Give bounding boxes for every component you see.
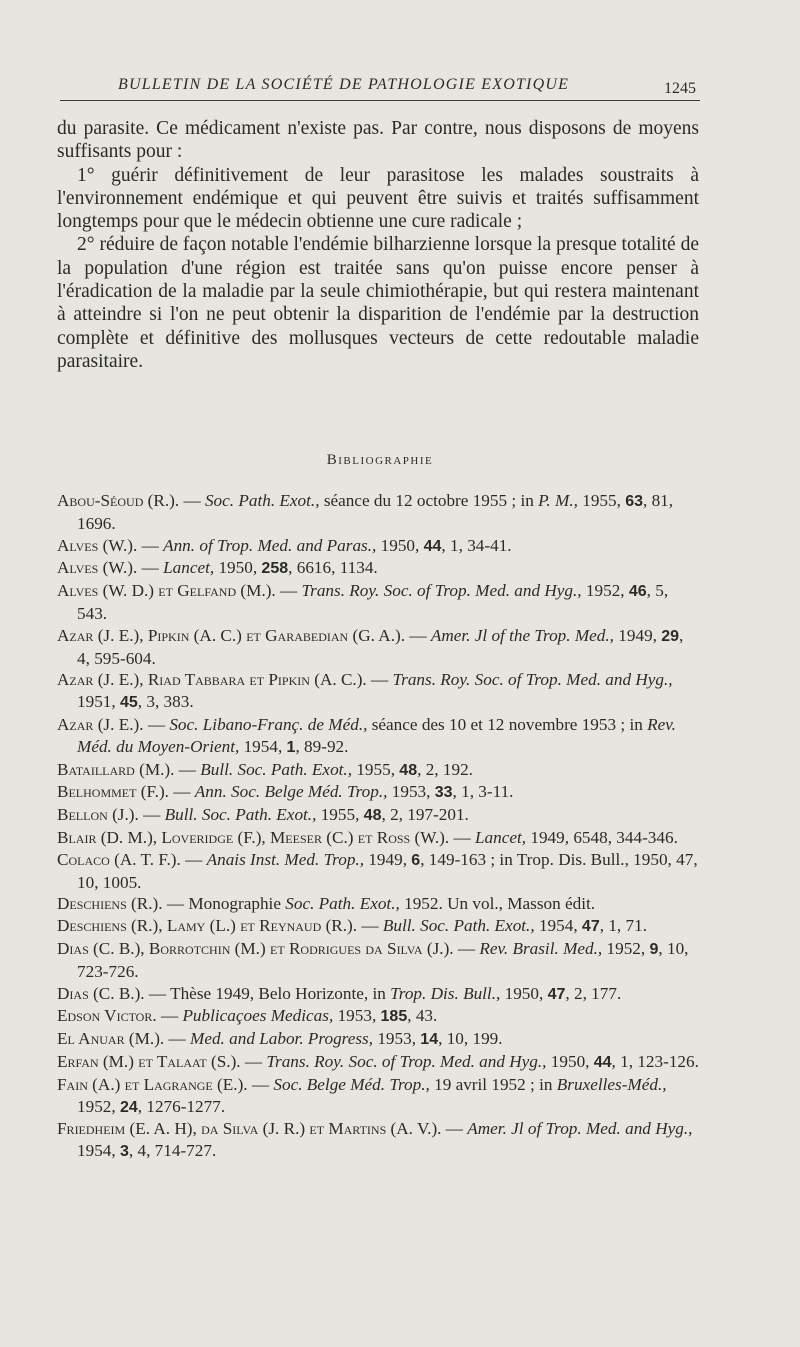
- paragraph-2: 1° guérir définitivement de leur parasitose les malades soustraits à l'environnement endémique et qui peuvent être suivis et traités suffisamment longtemps pour que le médecin obtienne une cure radicale ;: [57, 164, 699, 233]
- reference-authors: Deschiens (R.), Lamy (L.) et Reynaud (R.).: [57, 916, 358, 936]
- reference-pages: , 89-92.: [295, 736, 349, 756]
- reference-pages: , 4, 714-727.: [128, 1141, 217, 1161]
- reference-pages: , 6616, 1134.: [288, 558, 378, 578]
- reference-volume: 47: [547, 985, 566, 1003]
- reference-entry: [57, 714, 699, 759]
- reference-entry: [57, 804, 699, 827]
- reference-volume: 63: [625, 493, 643, 510]
- reference-volume: 258: [261, 560, 289, 578]
- reference-authors: Alves (W.).: [57, 558, 138, 578]
- reference-source: Bruxelles-Méd.,: [556, 1074, 667, 1094]
- reference-pages: , 43.: [407, 1006, 438, 1026]
- paragraph-1: du parasite. Ce médicament n'existe pas. Par contre, nous disposons de moyens suffisants pour :: [57, 118, 699, 163]
- reference-pages: , 2, 177.: [565, 983, 622, 1003]
- reference-journal: Anais Inst. Med. Trop.,: [206, 849, 365, 869]
- reference-authors: Colaco (A. T. F.).: [57, 849, 181, 869]
- reference-pages: , 4, 595-604.: [77, 625, 684, 668]
- reference-journal: Soc. Belge Méd. Trop.,: [273, 1074, 430, 1094]
- reference-authors: Friedheim (E. A. H), da Silva (J. R.) et Martins (A. V.).: [57, 1119, 442, 1139]
- reference-entry: [57, 915, 699, 938]
- reference-details: 1954,: [534, 916, 582, 936]
- reference-details: 1953,: [373, 1029, 421, 1049]
- bibliography-title: Bibliographie: [326, 452, 434, 468]
- reference-details: 19 avril 1952 ; in: [429, 1074, 557, 1094]
- reference-journal: Amer. Jl of the Trop. Med.,: [430, 625, 614, 645]
- reference-details: 1955,: [352, 759, 400, 779]
- reference-details: Monographie: [188, 894, 286, 914]
- reference-journal: Trans. Roy. Soc. of Trop. Med. and Hyg.,: [301, 581, 582, 601]
- reference-volume: 48: [363, 807, 382, 825]
- reference-details: séance du 12 octobre 1955 ; in: [319, 491, 539, 510]
- reference-pages: , 1, 123-126.: [611, 1051, 699, 1071]
- header-rule: [60, 100, 700, 101]
- reference-details: Thèse 1949, Belo Horizonte, in: [170, 983, 391, 1003]
- reference-pages: , 1, 34-41.: [441, 535, 512, 555]
- body-text: [57, 117, 699, 373]
- reference-volume: 14: [420, 1031, 439, 1049]
- reference-details: 1952,: [581, 581, 629, 601]
- reference-entry: [57, 893, 699, 915]
- reference-authors: Azar (J. E.), Riad Tabbara et Pipkin (A. C.).: [57, 670, 367, 690]
- reference-authors: Azar (J. E.), Pipkin (A. C.) et Garabedian (G. A.).: [57, 625, 406, 645]
- reference-dash: —: [138, 805, 165, 825]
- reference-year: 1952,: [77, 1096, 120, 1116]
- reference-volume: 6: [411, 851, 421, 869]
- reference-details: séance des 10 et 12 novembre 1953 ; in: [367, 714, 648, 734]
- reference-dash: —: [441, 1119, 468, 1139]
- reference-entry: [57, 625, 699, 670]
- reference-dash: —: [453, 938, 480, 958]
- reference-authors: Abou-Séoud (R.).: [57, 491, 180, 510]
- reference-source: Rev. Méd. du Moyen-Orient,: [77, 714, 676, 756]
- reference-authors: Dias (C. B.), Borrotchin (M.) et Rodrigues da Silva (J.).: [57, 938, 454, 958]
- reference-entry: [57, 983, 699, 1006]
- reference-volume: 44: [593, 1053, 612, 1071]
- reference-volume: 185: [380, 1008, 408, 1026]
- reference-journal: Soc. Libano-Franç. de Méd.,: [169, 714, 368, 734]
- reference-details: 1949, 6548, 344-346.: [526, 827, 678, 847]
- reference-journal: Med. and Labor. Progress,: [190, 1029, 374, 1049]
- reference-journal: Trans. Roy. Soc. of Trop. Med. and Hyg.,: [392, 670, 673, 690]
- reference-volume: 46: [628, 583, 647, 601]
- reference-details: 1950,: [546, 1051, 594, 1071]
- reference-entry: [57, 1028, 699, 1051]
- reference-dash: —: [137, 535, 164, 555]
- reference-dash: —: [449, 827, 475, 847]
- reference-volume: 33: [434, 784, 453, 802]
- reference-authors: Belhommet (F.).: [57, 782, 169, 802]
- reference-journal: Rev. Brasil. Med.,: [479, 938, 603, 958]
- reference-authors: Alves (W.).: [57, 535, 138, 555]
- reference-details: 1949,: [613, 625, 662, 645]
- reference-dash: —: [366, 670, 393, 690]
- reference-entry: [57, 580, 699, 625]
- reference-dash: —: [168, 782, 195, 802]
- reference-journal: Soc. Path. Exot.,: [204, 491, 320, 510]
- paragraph-3: 2° réduire de façon notable l'endémie bilharzienne lorsque la presque totalité de la population d'une région est traitée sans qu'on puisse encore penser à l'éradication de la maladie par la seule chimiothérapie, but qui restera maintenant à atteindre si l'on ne peut obtenir la disparition de l'endémie par la destruction complète et définitive des mollusques vecteurs de cette redoutable maladie parasitaire.: [57, 234, 699, 372]
- reference-authors: Deschiens (R.).: [57, 894, 163, 914]
- reference-authors: El Anuar (M.).: [57, 1029, 165, 1049]
- reference-dash: —: [137, 558, 164, 578]
- reference-entry: [57, 827, 699, 849]
- reference-details: 1951,: [77, 692, 120, 712]
- reference-volume: 45: [119, 694, 138, 712]
- reference-entry: [57, 938, 699, 983]
- reference-pages: , 81, 1696.: [77, 491, 674, 533]
- reference-dash: —: [179, 491, 205, 510]
- reference-entry: [57, 557, 699, 580]
- reference-authors: Erfan (M.) et Talaat (S.).: [57, 1051, 241, 1071]
- reference-journal: Trans. Roy. Soc. of Trop. Med. and Hyg.,: [266, 1051, 547, 1071]
- reference-dash: —: [162, 894, 189, 914]
- reference-dash: —: [144, 983, 171, 1003]
- running-head: BULLETIN DE LA SOCIÉTÉ DE PATHOLOGIE EXOTIQUE: [118, 76, 570, 93]
- reference-source: Soc. Path. Exot.,: [285, 894, 400, 914]
- reference-details: 1952,: [602, 938, 650, 958]
- reference-journal: Bull. Soc. Path. Exot.,: [382, 916, 535, 936]
- reference-dash: —: [156, 1006, 183, 1026]
- reference-entry: [57, 1005, 699, 1028]
- reference-details: 1950,: [376, 535, 424, 555]
- reference-source: P. M.,: [538, 491, 578, 510]
- reference-details: 1953,: [333, 1006, 381, 1026]
- reference-dash: —: [180, 849, 207, 869]
- reference-journal: Lancet,: [474, 827, 527, 847]
- reference-entry: [57, 759, 699, 782]
- reference-entry: [57, 1074, 699, 1119]
- reference-volume: 3: [119, 1143, 129, 1161]
- reference-pages: , 2, 192.: [417, 759, 473, 779]
- reference-authors: Edson Victor.: [57, 1006, 157, 1026]
- reference-volume: 24: [119, 1098, 138, 1116]
- reference-journal: Publicaçoes Medicas,: [182, 1006, 334, 1026]
- reference-entry: [57, 535, 699, 558]
- reference-volume: 29: [661, 627, 680, 645]
- reference-volume: 44: [423, 537, 442, 555]
- reference-pages: , 10, 723-726.: [77, 938, 689, 981]
- reference-dash: —: [143, 714, 170, 734]
- reference-pages: , 1, 3-11.: [452, 782, 514, 802]
- reference-details: 1949,: [364, 849, 412, 869]
- reference-volume: 48: [399, 761, 418, 779]
- reference-pages: , 5, 543.: [77, 581, 669, 623]
- reference-pages: , 1, 71.: [599, 916, 647, 936]
- reference-volume: 9: [649, 940, 659, 958]
- reference-list: [57, 490, 699, 1163]
- reference-journal: Amer. Jl of Trop. Med. and Hyg.,: [467, 1119, 693, 1139]
- reference-authors: Bataillard (M.).: [57, 759, 175, 779]
- reference-dash: —: [240, 1051, 267, 1071]
- reference-entry: [57, 1051, 699, 1074]
- reference-details: 1954,: [77, 1141, 120, 1161]
- reference-dash: —: [174, 759, 201, 779]
- reference-dash: —: [164, 1029, 190, 1049]
- reference-pages: , 3, 383.: [137, 692, 194, 712]
- reference-authors: Bellon (J.).: [57, 805, 139, 825]
- reference-pages: , 2, 197-201.: [381, 805, 469, 825]
- reference-details: 1955,: [316, 805, 364, 825]
- reference-volume: 47: [581, 918, 600, 936]
- reference-entry: [57, 849, 699, 894]
- reference-dash: —: [275, 581, 302, 601]
- reference-dash: —: [357, 916, 383, 936]
- reference-authors: Azar (J. E.).: [57, 714, 144, 734]
- reference-details: 1950,: [214, 558, 262, 578]
- reference-authors: Blair (D. M.), Loveridge (F.), Meeser (C.) et Ross (W.).: [57, 827, 450, 847]
- reference-year: 1955,: [577, 491, 626, 510]
- reference-journal: Ann. Soc. Belge Méd. Trop.,: [194, 782, 388, 802]
- reference-pages: , 149-163 ; in Trop. Dis. Bull., 1950, 47, 10, 1005.: [77, 849, 698, 892]
- reference-authors: Fain (A.) et Lagrange (E.).: [57, 1074, 248, 1094]
- reference-authors: Dias (C. B.).: [57, 983, 145, 1003]
- reference-entry: [57, 1118, 699, 1163]
- reference-dash: —: [405, 625, 431, 645]
- reference-details: 1953,: [387, 782, 435, 802]
- reference-authors: Alves (W. D.) et Gelfand (M.).: [57, 581, 276, 601]
- reference-entry: [57, 490, 699, 535]
- reference-pages: , 1276-1277.: [137, 1096, 226, 1116]
- reference-entry: [57, 669, 699, 714]
- reference-source: Trop. Dis. Bull.,: [390, 983, 501, 1003]
- reference-pages: , 10, 199.: [438, 1029, 503, 1049]
- reference-year: 1954,: [239, 736, 287, 756]
- page-number: 1245: [664, 80, 696, 97]
- reference-entry: [57, 781, 699, 804]
- reference-volume: 1: [286, 738, 296, 756]
- reference-journal: Bull. Soc. Path. Exot.,: [200, 759, 353, 779]
- reference-dash: —: [247, 1074, 274, 1094]
- reference-journal: Bull. Soc. Path. Exot.,: [164, 805, 317, 825]
- reference-year: 1952. Un vol., Masson édit.: [399, 894, 596, 914]
- reference-journal: Ann. of Trop. Med. and Paras.,: [163, 535, 377, 555]
- page-header: [60, 74, 700, 104]
- reference-year: 1950,: [500, 983, 548, 1003]
- reference-journal: Lancet,: [163, 558, 215, 578]
